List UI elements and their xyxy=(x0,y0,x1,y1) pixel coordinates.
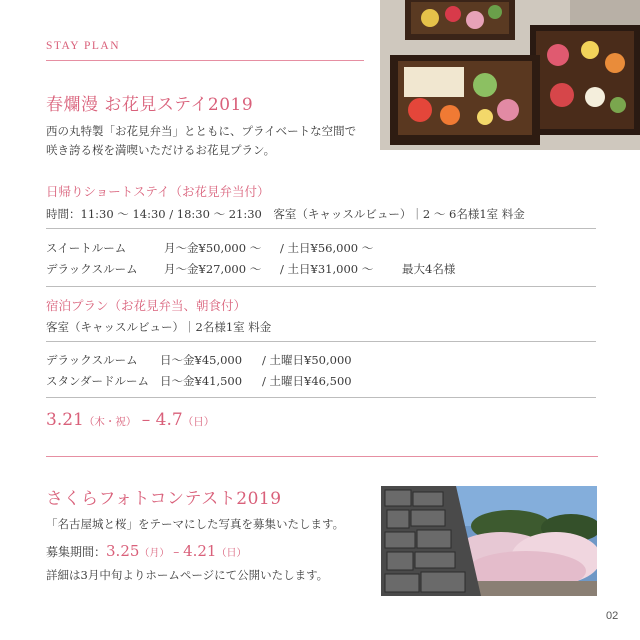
contest-period-end-day: （日） xyxy=(216,548,247,559)
hanami-description-line2: 咲き誇る桜を満喫いただけるお花見プラン。 xyxy=(46,143,276,157)
stay-plan-title: 宿泊プラン（お花見弁当、朝食付） xyxy=(46,298,247,313)
period-start: 3.21 xyxy=(46,410,84,430)
period-dash: – xyxy=(141,410,151,430)
weekday-price: 日〜金¥45,000 xyxy=(160,353,243,367)
period-end: 4.7 xyxy=(155,410,183,430)
weekend-price: / 土日¥56,000 〜 xyxy=(280,241,374,255)
stay-plan-divider xyxy=(46,341,596,342)
contest-description: 「名古屋城と桜」をテーマにした写真を募集いたします。 xyxy=(46,517,345,531)
day-plan-title: 日帰りショートステイ（お花見弁当付） xyxy=(46,184,270,199)
page-number: 02 xyxy=(606,610,619,622)
day-plan-divider xyxy=(46,228,596,229)
weekday-price: 月〜金¥50,000 〜 xyxy=(164,241,262,255)
contest-note: 詳細は3月中旬よりホームページにて公開いたします。 xyxy=(46,568,329,582)
period-end-day: （日） xyxy=(182,416,215,428)
weekend-price: / 土曜日¥46,500 xyxy=(262,374,352,388)
castle-photo xyxy=(381,486,597,596)
room-name: デラックスルーム xyxy=(46,262,138,276)
plan-period xyxy=(46,410,214,430)
contest-period-dash: – xyxy=(173,545,180,559)
contest-title: さくらフォトコンテスト2019 xyxy=(46,489,282,509)
bento-photo xyxy=(380,0,640,150)
room-name: デラックスルーム xyxy=(46,353,138,367)
day-plan-bottom-divider xyxy=(46,286,596,287)
price-row xyxy=(46,373,596,391)
capacity-note: 最大4名様 xyxy=(402,262,456,276)
contest-period-start-day: （月） xyxy=(139,548,170,559)
price-row xyxy=(46,240,596,258)
day-plan-time-line: 時間：11:30 〜 14:30 / 18:30 〜 21:30 客室（キャッスルビュー）｜2 〜 6名様1室 料金 xyxy=(46,207,525,221)
room-name: スタンダードルーム xyxy=(46,374,150,388)
section-divider xyxy=(46,456,598,457)
price-row xyxy=(46,261,596,279)
weekday-price: 月〜金¥27,000 〜 xyxy=(164,262,262,276)
contest-period-label: 募集期間： xyxy=(46,545,107,559)
hanami-description-line1: 西の丸特製「お花見弁当」とともに、プライベートな空間で xyxy=(46,124,357,138)
weekend-price: / 土日¥31,000 〜 xyxy=(280,262,374,276)
contest-period-end: 4.21 xyxy=(183,542,217,560)
weekend-price: / 土曜日¥50,000 xyxy=(262,353,352,367)
header-divider xyxy=(46,60,364,61)
weekday-price: 日〜金¥41,500 xyxy=(160,374,243,388)
section-label: STAY PLAN xyxy=(46,40,121,52)
hanami-title: 春爛漫 お花見ステイ2019 xyxy=(46,95,254,115)
stay-plan-room-line: 客室（キャッスルビュー）｜2名様1室 料金 xyxy=(46,320,272,334)
price-row xyxy=(46,352,596,370)
room-name: スイートルーム xyxy=(46,241,127,255)
contest-period xyxy=(46,542,246,563)
contest-period-start: 3.25 xyxy=(106,542,140,560)
period-start-day: （木・祝） xyxy=(83,416,137,428)
stay-plan-bottom-divider xyxy=(46,397,596,398)
